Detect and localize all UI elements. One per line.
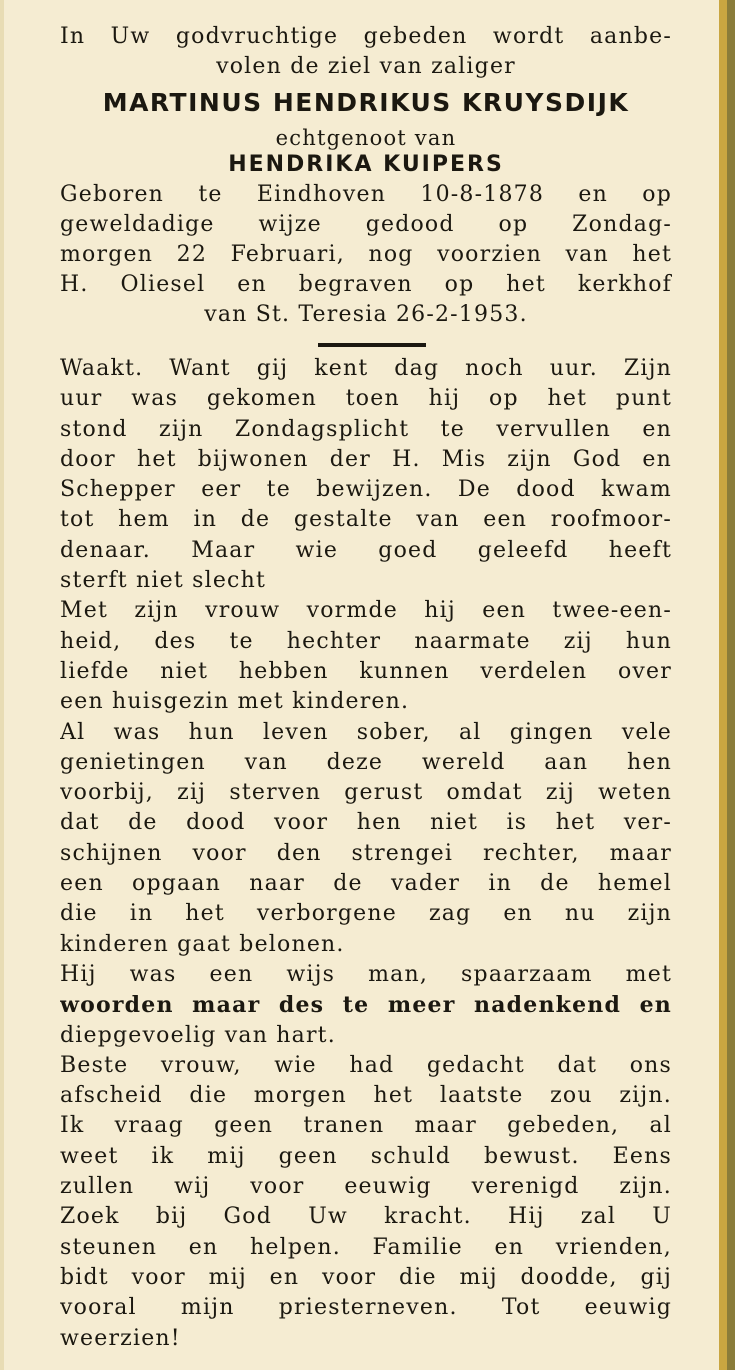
text-line: weerzien! xyxy=(60,1325,181,1351)
text-line: Zoek bij God Uw kracht. Hij zal U xyxy=(60,1204,672,1230)
text-line: woorden maar des te meer nadenkend en xyxy=(60,992,672,1019)
text-line: steunen en helpen. Familie en vrienden, xyxy=(60,1234,672,1260)
text-line: voorbij, zij sterven gerust omdat zij weten xyxy=(60,780,672,806)
relation-label: echtgenoot van xyxy=(275,126,457,150)
text-line: sterft niet slecht xyxy=(60,568,266,594)
text-line: Hij was een wijs man, spaarzaam met xyxy=(60,961,672,987)
card-edge xyxy=(0,0,4,1370)
text-line: diepgevoelig van hart. xyxy=(60,1022,336,1048)
text-line: schijnen voor den strengei rechter, maar xyxy=(60,840,672,866)
text-line: afscheid die morgen het laatste zou zijn. xyxy=(60,1083,672,1109)
spouse-name: HENDRIKA KUIPERS xyxy=(228,152,504,177)
intro-line: volen de ziel van zaliger xyxy=(216,54,516,79)
text-line: dat de dood voor hen niet is het ver- xyxy=(60,810,672,836)
intro-line: In Uw godvruchtige gebeden wordt aanbe- xyxy=(60,24,672,49)
biography-line: H. Oliesel en begraven op het kerkhof xyxy=(60,272,672,297)
text-line: Met zijn vrouw vormde hij een twee-een- xyxy=(60,598,672,624)
biography-line: Geboren te Eindhoven 10-8-1878 en op xyxy=(60,182,672,207)
deceased-name: MARTINUS HENDRIKUS KRUYSDIJK xyxy=(102,88,630,117)
text-line: liefde niet hebben kunnen verdelen over xyxy=(60,658,672,684)
biography-line: morgen 22 Februari, nog voorzien van het xyxy=(60,242,672,267)
text-line: Waakt. Want gij kent dag noch uur. Zijn xyxy=(60,356,672,381)
text-line: zullen wij voor eeuwig verenigd zijn. xyxy=(60,1174,672,1200)
text-line: Schepper eer te bewijzen. De dood kwam xyxy=(60,477,672,503)
text-line: uur was gekomen toen hij op het punt xyxy=(60,386,672,412)
text-line: door het bijwonen der H. Mis zijn God en xyxy=(60,446,672,472)
text-line: die in het verborgene zag en nu zijn xyxy=(60,901,672,927)
text-line: denaar. Maar wie goed geleefd heeft xyxy=(60,537,672,563)
text-line: genietingen van deze wereld aan hen xyxy=(60,749,672,775)
text-line: heid, des te hechter naarmate zij hun xyxy=(60,628,672,654)
text-line: Ik vraag geen tranen maar gebeden, al xyxy=(60,1113,672,1139)
text-line: weet ik mij geen schuld bewust. Eens xyxy=(60,1143,672,1169)
biography-line: geweldadige wijze gedood op Zondag- xyxy=(60,212,672,237)
text-line: stond zijn Zondagsplicht te vervullen en xyxy=(60,416,672,442)
text-line: Beste vrouw, wie had gedacht dat ons xyxy=(60,1052,672,1078)
text-line: een huisgezin met kinderen. xyxy=(60,689,410,715)
divider-rule xyxy=(318,343,426,347)
biography-line: van St. Teresia 26-2-1953. xyxy=(204,302,528,327)
text-line: tot hem in de gestalte van een roofmoor- xyxy=(60,507,672,533)
text-line: een opgaan naar de vader in de hemel xyxy=(60,871,672,897)
text-line: Al was hun leven sober, al gingen vele xyxy=(60,719,672,745)
card-header xyxy=(60,22,672,330)
text-line: bidt voor mij en voor die mij doodde, gij xyxy=(60,1264,672,1290)
text-line: vooral mijn priesterneven. Tot eeuwig xyxy=(60,1295,672,1321)
memorial-text xyxy=(60,354,672,1354)
text-line: kinderen gaat belonen. xyxy=(60,931,345,957)
